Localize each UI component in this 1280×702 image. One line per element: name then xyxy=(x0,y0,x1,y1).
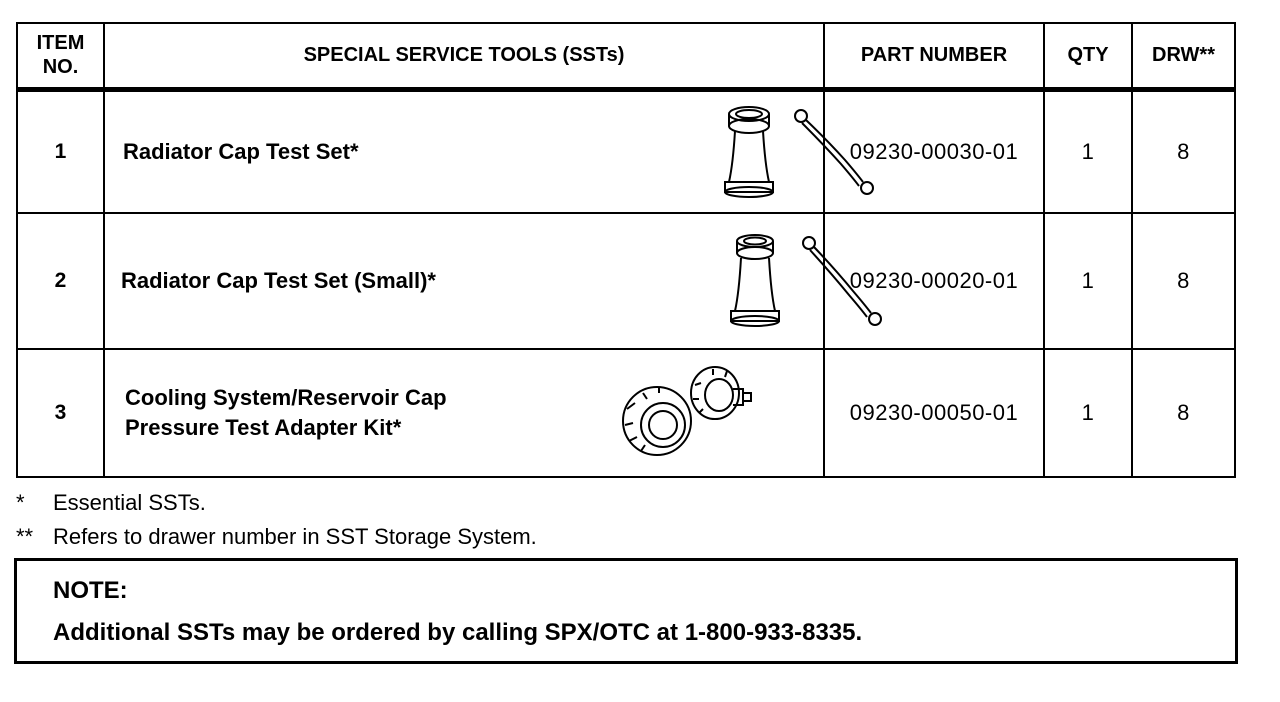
quantity: 1 xyxy=(1044,89,1132,213)
tool-name: Radiator Cap Test Set* xyxy=(123,138,359,164)
table-row xyxy=(17,213,1235,349)
header-special-service-tools: SPECIAL SERVICE TOOLS (SSTs) xyxy=(104,23,824,89)
tool-cell xyxy=(104,213,824,349)
header-qty: QTY xyxy=(1044,23,1132,89)
note-text: Additional SSTs may be ordered by calling SPX/OTC at 1-800-933-8335. xyxy=(53,619,863,646)
table-row xyxy=(17,349,1235,477)
footnote-mark: * xyxy=(16,490,25,515)
sst-table xyxy=(16,22,1236,478)
header-item-no: ITEM NO. xyxy=(17,23,104,89)
footnote-drawer xyxy=(16,524,537,550)
radiator-cap-tester-small-icon xyxy=(723,233,893,329)
item-number: 1 xyxy=(17,89,104,213)
drawer-number: 8 xyxy=(1132,349,1235,477)
part-number: 09230-00020-01 xyxy=(824,213,1044,349)
note-box xyxy=(14,558,1238,664)
part-number: 09230-00050-01 xyxy=(824,349,1044,477)
note-title: NOTE: xyxy=(53,577,128,604)
item-number: 3 xyxy=(17,349,104,477)
header-part-number: PART NUMBER xyxy=(824,23,1044,89)
table-row xyxy=(17,89,1235,213)
drawer-number: 8 xyxy=(1132,213,1235,349)
drawer-number: 8 xyxy=(1132,89,1235,213)
radiator-cap-tester-icon xyxy=(717,104,887,200)
tool-name: Radiator Cap Test Set (Small)* xyxy=(121,268,436,293)
quantity: 1 xyxy=(1044,213,1132,349)
footnote-text: Refers to drawer number in SST Storage System. xyxy=(53,524,537,549)
footnote-text: Essential SSTs. xyxy=(53,490,206,515)
part-number: 09230-00030-01 xyxy=(824,89,1044,213)
tool-cell xyxy=(104,349,824,477)
header-row xyxy=(17,23,1235,89)
item-number: 2 xyxy=(17,213,104,349)
tool-name: Cooling System/Reservoir Cap Pressure Test Adapter Kit* xyxy=(125,385,447,440)
adapter-kit-icon xyxy=(617,363,757,463)
footnote-essential xyxy=(16,490,206,516)
header-drw: DRW** xyxy=(1132,23,1235,89)
footnote-mark: ** xyxy=(16,524,34,549)
tool-cell xyxy=(104,89,824,213)
quantity: 1 xyxy=(1044,349,1132,477)
